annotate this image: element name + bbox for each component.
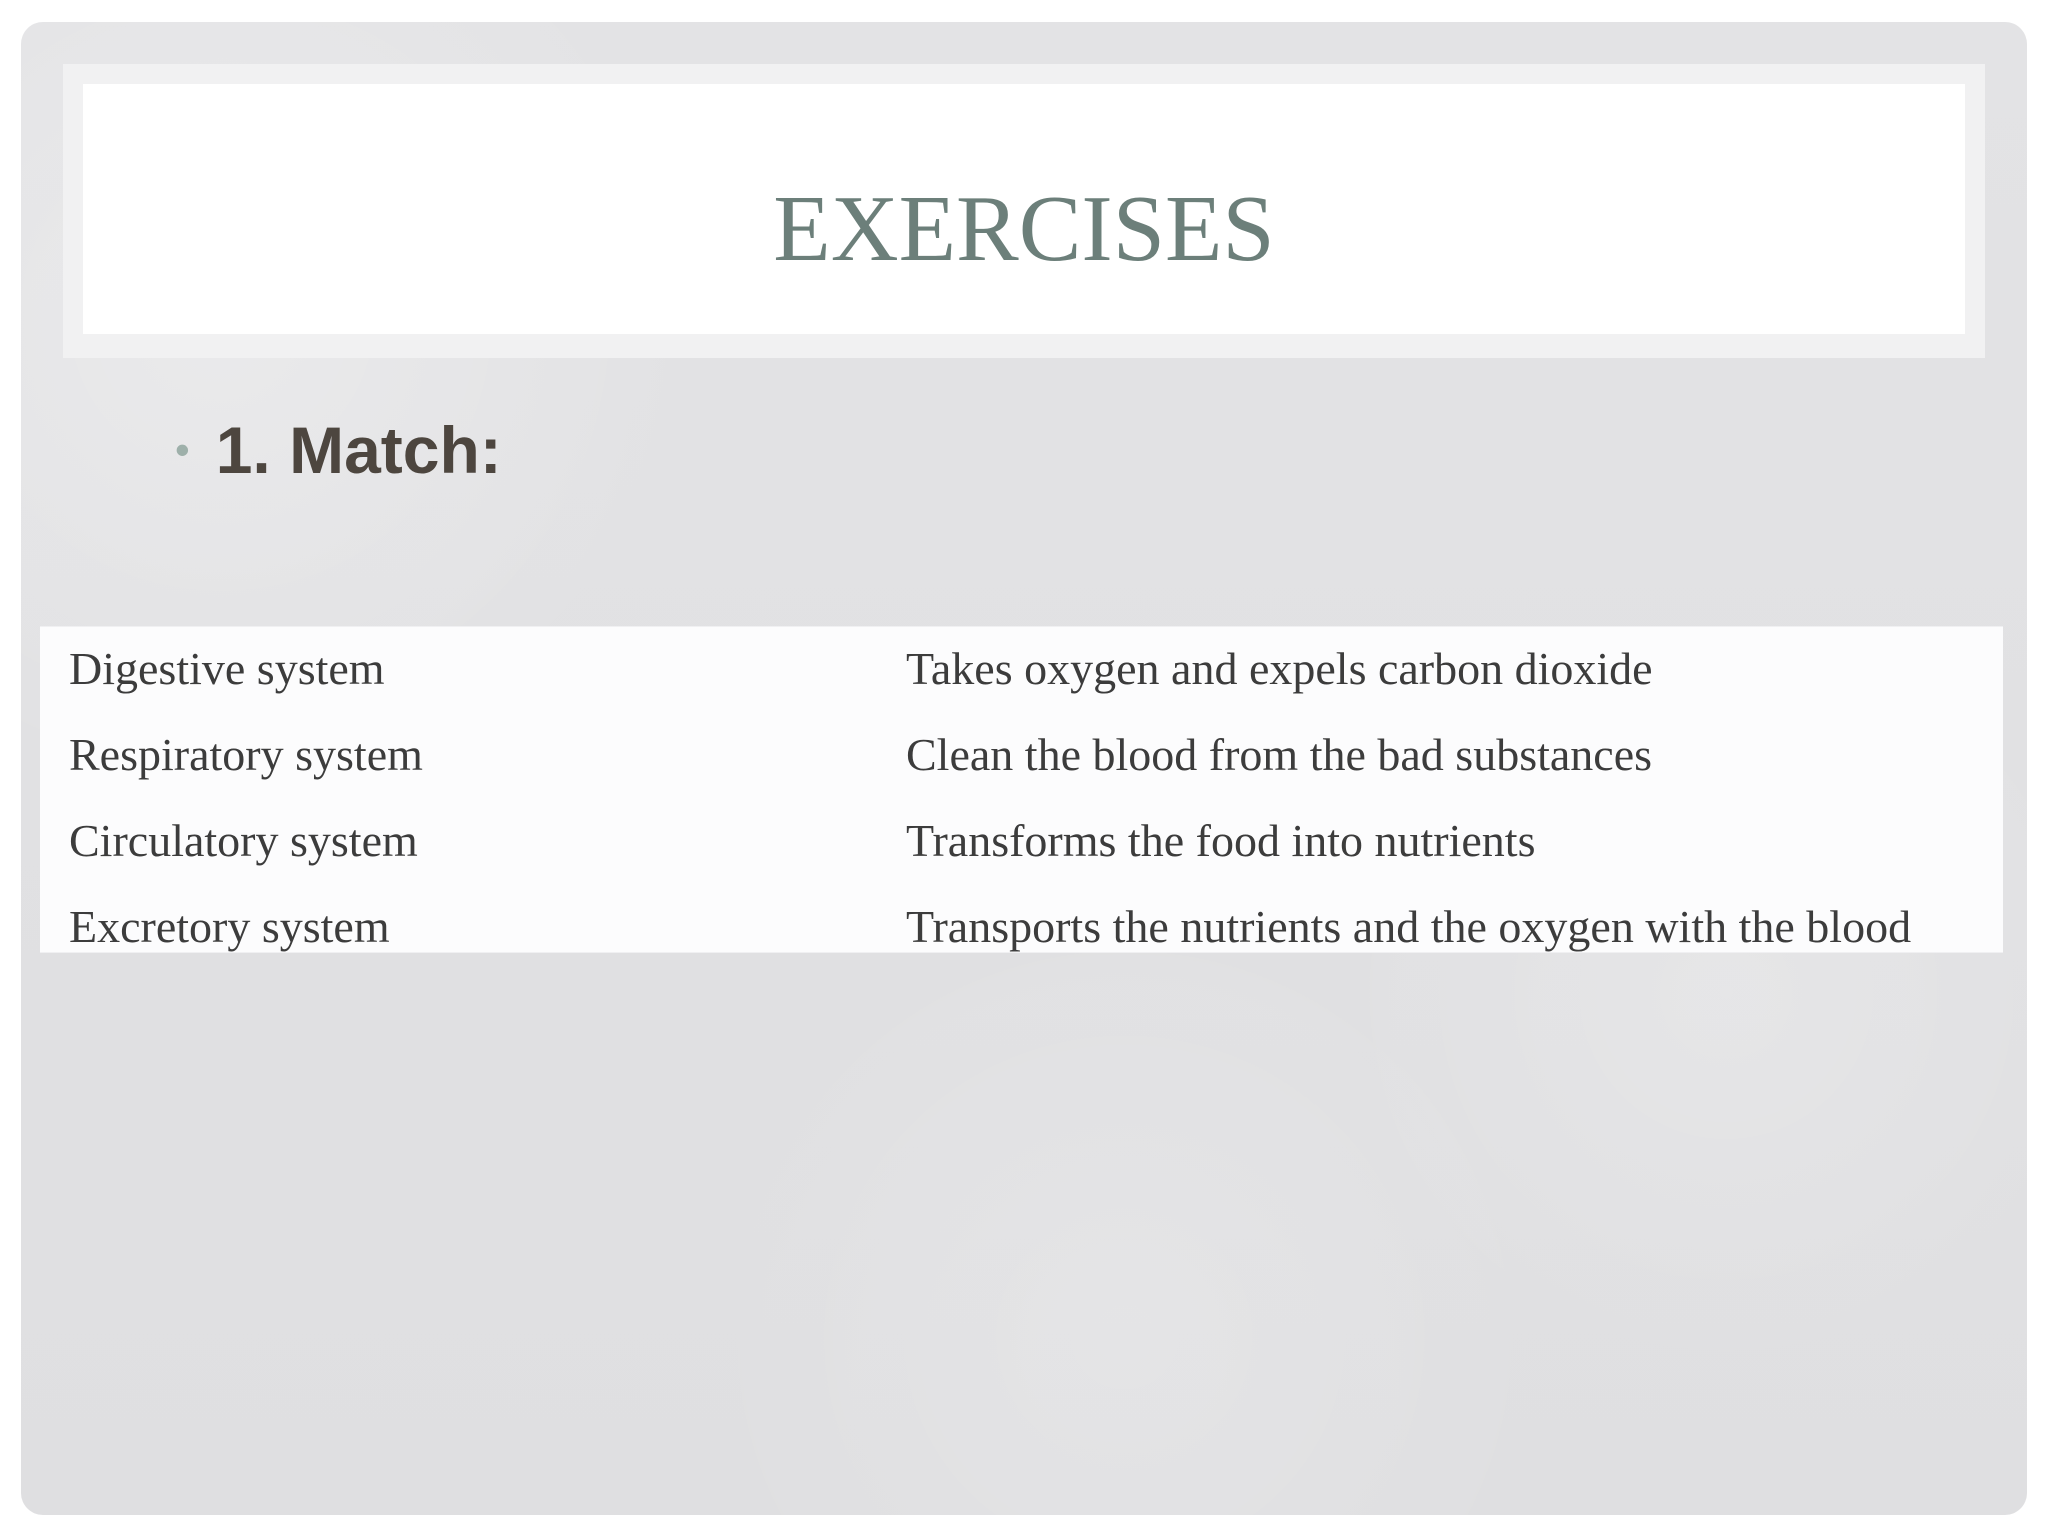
function-cell: Transforms the food into nutrients — [906, 814, 1536, 866]
function-cell: Transports the nutrients and the oxygen with the blood — [906, 900, 1912, 952]
function-cell: Takes oxygen and expels carbon dioxide — [906, 642, 1653, 694]
presentation-slide — [21, 22, 2027, 1515]
matching-table — [40, 626, 2003, 953]
function-cell: Clean the blood from the bad substances — [906, 728, 1653, 780]
bullet-text: 1. Match: — [215, 413, 502, 487]
table-row — [40, 627, 2003, 713]
table-row — [40, 885, 2003, 971]
system-name-cell: Respiratory system — [69, 728, 423, 780]
table-row — [40, 799, 2003, 885]
table-row — [40, 713, 2003, 799]
bullet-marker: • — [175, 426, 190, 473]
system-name-cell: Digestive system — [69, 642, 385, 694]
system-name-cell: Circulatory system — [69, 814, 418, 866]
title-frame — [63, 64, 1985, 358]
bullet-item — [175, 414, 502, 486]
system-name-cell: Excretory system — [69, 900, 390, 952]
title-panel — [83, 84, 1965, 334]
slide-title: EXERCISES — [773, 177, 1275, 281]
